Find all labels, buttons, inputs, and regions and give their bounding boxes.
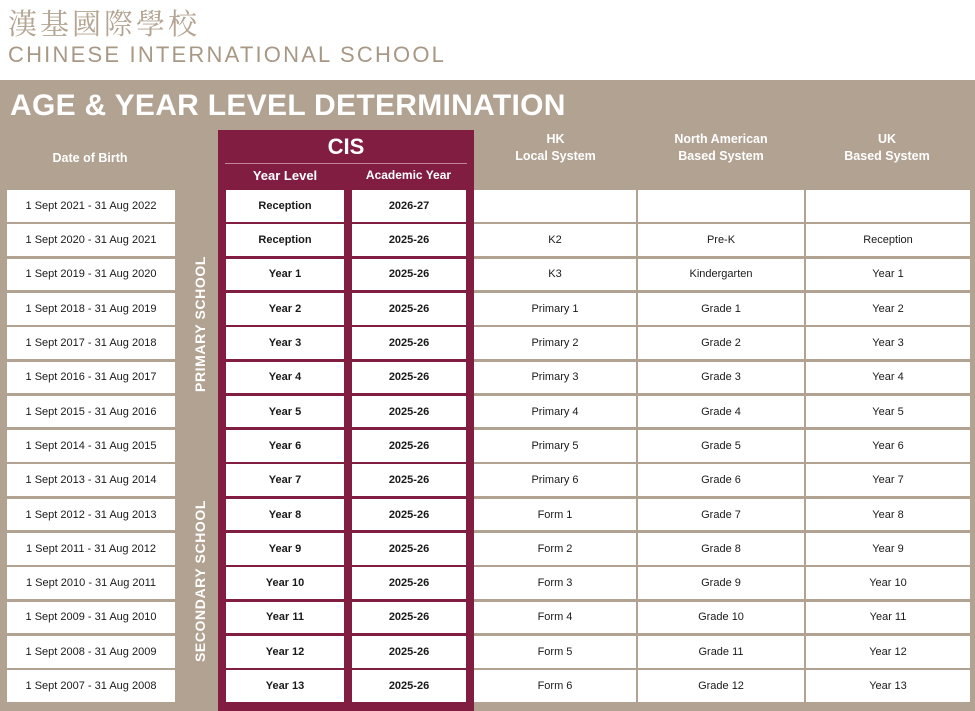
year-level-cell: Year 11 bbox=[226, 602, 344, 634]
uk-system-cell: Year 8 bbox=[806, 499, 970, 531]
hk-system-cell: K3 bbox=[474, 259, 636, 291]
dob-cell: 1 Sept 2017 - 31 Aug 2018 bbox=[7, 327, 175, 359]
year-level-cell: Year 4 bbox=[226, 362, 344, 394]
academic-year-cell: 2025-26 bbox=[352, 464, 466, 496]
na-system-cell bbox=[638, 190, 804, 222]
year-level-header: Year Level bbox=[252, 168, 318, 183]
uk-system-cell: Year 3 bbox=[806, 327, 970, 359]
hk-system-cell: Primary 1 bbox=[474, 293, 636, 325]
uk-system-cell: Year 7 bbox=[806, 464, 970, 496]
dob-cell: 1 Sept 2011 - 31 Aug 2012 bbox=[7, 533, 175, 565]
hk-system-cell: Form 5 bbox=[474, 636, 636, 668]
school-logo-chinese: 漢基國際學校 bbox=[8, 7, 201, 41]
uk-system-cell: Year 11 bbox=[806, 602, 970, 634]
uk-system-cell: Year 13 bbox=[806, 670, 970, 702]
academic-year-cell: 2025-26 bbox=[352, 430, 466, 462]
academic-year-cell: 2025-26 bbox=[352, 224, 466, 256]
dob-cell: 1 Sept 2020 - 31 Aug 2021 bbox=[7, 224, 175, 256]
primary-school-label: PRIMARY SCHOOL bbox=[192, 256, 208, 392]
hk-system-cell bbox=[474, 190, 636, 222]
academic-year-cell: 2025-26 bbox=[352, 327, 466, 359]
year-level-cell: Year 10 bbox=[226, 567, 344, 599]
hk-system-cell: Form 6 bbox=[474, 670, 636, 702]
uk-system-cell: Year 2 bbox=[806, 293, 970, 325]
na-system-cell: Grade 5 bbox=[638, 430, 804, 462]
year-level-cell: Year 9 bbox=[226, 533, 344, 565]
na-system-cell: Kindergarten bbox=[638, 259, 804, 291]
academic-year-cell: 2025-26 bbox=[352, 670, 466, 702]
dob-cell: 1 Sept 2014 - 31 Aug 2015 bbox=[7, 430, 175, 462]
dob-cell: 1 Sept 2009 - 31 Aug 2010 bbox=[7, 602, 175, 634]
year-level-cell: Year 7 bbox=[226, 464, 344, 496]
secondary-school-label: SECONDARY SCHOOL bbox=[192, 499, 208, 663]
academic-year-cell: 2025-26 bbox=[352, 396, 466, 428]
year-level-cell: Reception bbox=[226, 190, 344, 222]
academic-year-cell: 2026-27 bbox=[352, 190, 466, 222]
dob-cell: 1 Sept 2016 - 31 Aug 2017 bbox=[7, 362, 175, 394]
academic-year-cell: 2025-26 bbox=[352, 602, 466, 634]
dob-cell: 1 Sept 2007 - 31 Aug 2008 bbox=[7, 670, 175, 702]
na-system-cell: Pre-K bbox=[638, 224, 804, 256]
na-system-cell: Grade 9 bbox=[638, 567, 804, 599]
academic-year-cell: 2025-26 bbox=[352, 293, 466, 325]
dob-cell: 1 Sept 2018 - 31 Aug 2019 bbox=[7, 293, 175, 325]
year-level-cell: Year 5 bbox=[226, 396, 344, 428]
uk-system-cell: Year 4 bbox=[806, 362, 970, 394]
hk-system-cell: Form 4 bbox=[474, 602, 636, 634]
na-system-cell: Grade 11 bbox=[638, 636, 804, 668]
uk-system-cell: Year 5 bbox=[806, 396, 970, 428]
hk-system-cell: Primary 6 bbox=[474, 464, 636, 496]
uk-system-header bbox=[805, 131, 969, 165]
uk-system-cell bbox=[806, 190, 970, 222]
na-system-header bbox=[637, 131, 805, 165]
dob-cell: 1 Sept 2012 - 31 Aug 2013 bbox=[7, 499, 175, 531]
dob-cell: 1 Sept 2008 - 31 Aug 2009 bbox=[7, 636, 175, 668]
academic-year-cell: 2025-26 bbox=[352, 533, 466, 565]
year-level-cell: Year 2 bbox=[226, 293, 344, 325]
hk-system-cell: Primary 5 bbox=[474, 430, 636, 462]
hk-system-cell: Primary 2 bbox=[474, 327, 636, 359]
dob-cell: 1 Sept 2021 - 31 Aug 2022 bbox=[7, 190, 175, 222]
na-system-cell: Grade 3 bbox=[638, 362, 804, 394]
dob-header: Date of Birth bbox=[52, 151, 128, 165]
na-system-cell: Grade 6 bbox=[638, 464, 804, 496]
school-logo-english: CHINESE INTERNATIONAL SCHOOL bbox=[8, 42, 447, 67]
uk-header-line2: Based System bbox=[844, 149, 930, 163]
na-header-line2: Based System bbox=[678, 149, 764, 163]
academic-year-cell: 2025-26 bbox=[352, 499, 466, 531]
cis-header: CIS bbox=[327, 134, 365, 159]
hk-system-cell: Primary 4 bbox=[474, 396, 636, 428]
academic-year-cell: 2025-26 bbox=[352, 567, 466, 599]
uk-header-line1: UK bbox=[877, 132, 897, 146]
na-header-line1: North American bbox=[674, 132, 768, 146]
dob-cell: 1 Sept 2013 - 31 Aug 2014 bbox=[7, 464, 175, 496]
na-system-cell: Grade 1 bbox=[638, 293, 804, 325]
na-system-cell: Grade 12 bbox=[638, 670, 804, 702]
academic-year-cell: 2025-26 bbox=[352, 636, 466, 668]
na-system-cell: Grade 10 bbox=[638, 602, 804, 634]
hk-header-line1: HK bbox=[546, 132, 565, 146]
cis-header-divider bbox=[225, 163, 467, 164]
year-level-cell: Year 6 bbox=[226, 430, 344, 462]
hk-system-header bbox=[474, 131, 637, 165]
uk-system-cell: Year 10 bbox=[806, 567, 970, 599]
year-level-cell: Year 1 bbox=[226, 259, 344, 291]
na-system-cell: Grade 7 bbox=[638, 499, 804, 531]
year-level-cell: Year 3 bbox=[226, 327, 344, 359]
dob-cell: 1 Sept 2010 - 31 Aug 2011 bbox=[7, 567, 175, 599]
na-system-cell: Grade 2 bbox=[638, 327, 804, 359]
hk-header-line2: Local System bbox=[515, 149, 596, 163]
dob-cell: 1 Sept 2015 - 31 Aug 2016 bbox=[7, 396, 175, 428]
year-level-cell: Year 13 bbox=[226, 670, 344, 702]
uk-system-cell: Year 9 bbox=[806, 533, 970, 565]
year-level-cell: Reception bbox=[226, 224, 344, 256]
academic-year-cell: 2025-26 bbox=[352, 259, 466, 291]
hk-system-cell: Form 1 bbox=[474, 499, 636, 531]
uk-system-cell: Year 6 bbox=[806, 430, 970, 462]
na-system-cell: Grade 8 bbox=[638, 533, 804, 565]
hk-system-cell: Form 3 bbox=[474, 567, 636, 599]
page-title: AGE & YEAR LEVEL DETERMINATION bbox=[10, 89, 566, 122]
hk-system-cell: Form 2 bbox=[474, 533, 636, 565]
uk-system-cell: Year 1 bbox=[806, 259, 970, 291]
year-level-cell: Year 12 bbox=[226, 636, 344, 668]
dob-cell: 1 Sept 2019 - 31 Aug 2020 bbox=[7, 259, 175, 291]
academic-year-cell: 2025-26 bbox=[352, 362, 466, 394]
year-level-cell: Year 8 bbox=[226, 499, 344, 531]
academic-year-header: Academic Year bbox=[365, 168, 452, 182]
uk-system-cell: Year 12 bbox=[806, 636, 970, 668]
hk-system-cell: K2 bbox=[474, 224, 636, 256]
na-system-cell: Grade 4 bbox=[638, 396, 804, 428]
hk-system-cell: Primary 3 bbox=[474, 362, 636, 394]
uk-system-cell: Reception bbox=[806, 224, 970, 256]
